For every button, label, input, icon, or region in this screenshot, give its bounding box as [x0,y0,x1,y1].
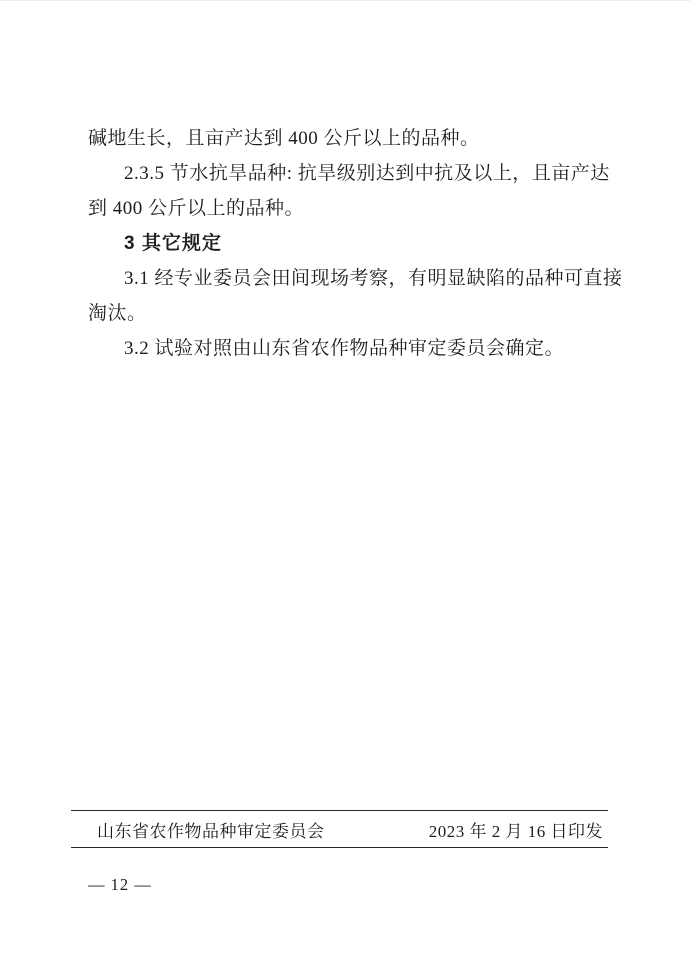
page-number: — 12 — [88,875,152,894]
scan-top-edge [0,0,690,1]
line-3-2-trial-control: 3.2 试验对照由山东省农作物品种审定委员会确定。 [124,338,565,359]
heading-3-other-provisions: 3 其它规定 [124,233,222,254]
colophon [71,810,608,848]
line-2-3-5-water-saving-drought-resistant: 2.3.5 节水抗旱品种: 抗旱级别达到中抗及以上，且亩产达 [124,163,610,184]
line-3-1-continuation: 淘汰。 [88,303,147,324]
colophon-issuer: 山东省农作物品种审定委员会 [97,821,325,841]
line-continuation-alkaline-land: 碱地生长，且亩产达到 400 公斤以上的品种。 [88,128,480,149]
line-2-3-5-continuation: 到 400 公斤以上的品种。 [88,198,305,219]
line-3-1-field-inspection: 3.1 经专业委员会田间现场考察，有明显缺陷的品种可直接 [124,268,623,289]
colophon-print-date: 2023 年 2 月 16 日印发 [428,821,603,841]
document-body [88,121,623,366]
